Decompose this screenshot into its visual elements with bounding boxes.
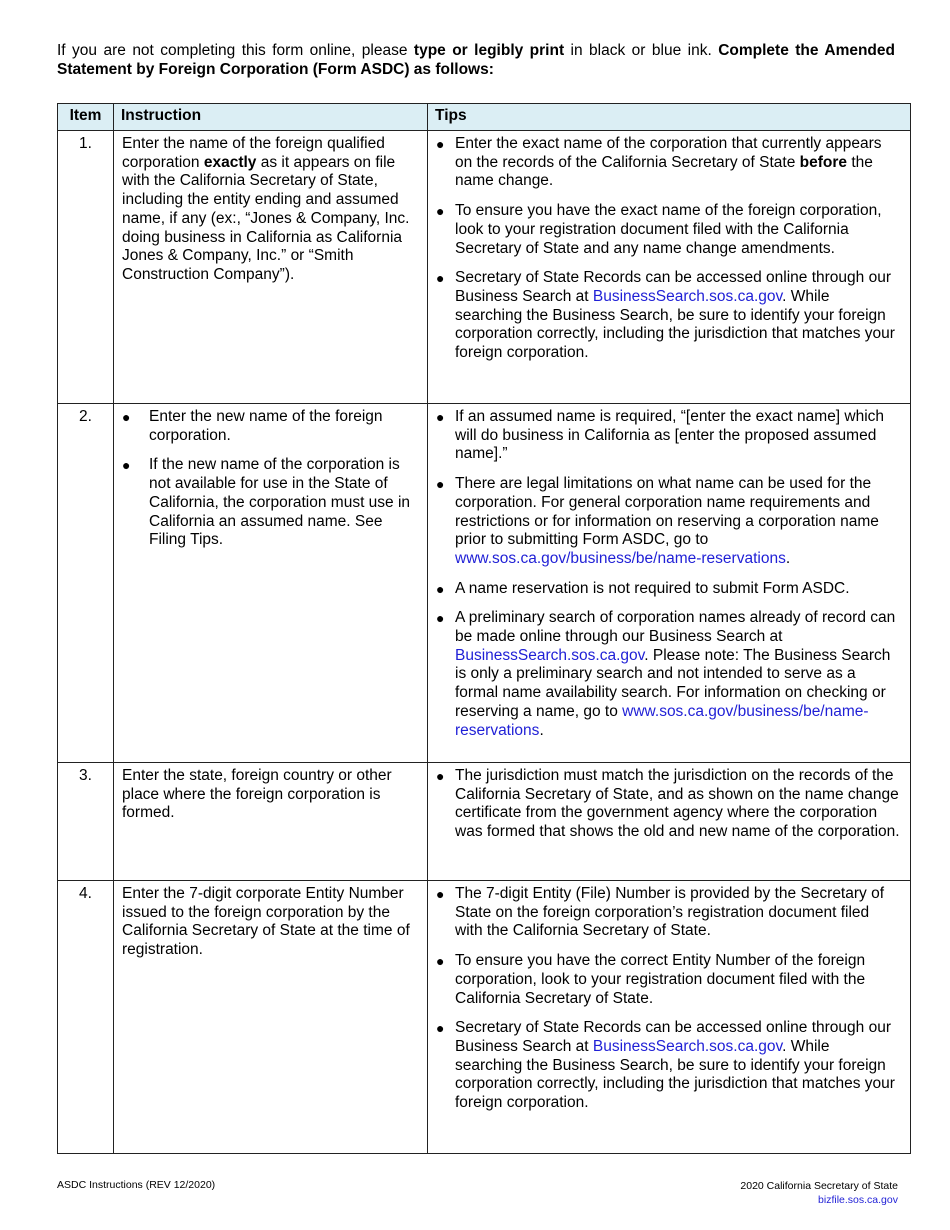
intro-paragraph: [57, 41, 895, 79]
header-item: Item: [58, 104, 114, 131]
tip-text: . While searching the Business Search, be sure to identify your foreign corporation correctly, including the jurisdiction that matches your foreign corporation.: [455, 287, 895, 362]
intro-text-1: If you are not completing this form online, please: [57, 42, 414, 59]
tip-text: . Please note: The Business Search is only a preliminary search and not intended to serve as a formal name availability search. For information on checking or reserving a name, go to: [455, 646, 891, 720]
bullet-icon: ●: [436, 409, 445, 425]
tips-list: [434, 767, 900, 842]
tip-text: . While searching the Business Search, be sure to identify your foreign corporation correctly, including the jurisdiction that matches your foreign corporation.: [455, 1037, 895, 1112]
tip-item: [434, 767, 900, 842]
tip-item: [434, 135, 900, 191]
instruction-bold: exactly: [203, 153, 257, 171]
bullet-icon: ●: [436, 1020, 445, 1037]
tip-item: [434, 408, 900, 464]
item-number: 4.: [58, 881, 114, 1154]
tip-text: The jurisdiction must match the jurisdiction on the records of the California Secretary of State, and as shown on the name change certificate from the government agency where the corporation was formed that shows the old and new name of the corporation.: [455, 767, 900, 841]
instruction-text: as it appears on file with the California Secretary of State, including the entity ending and assumed name, if any (ex:, “Jones & Company, Inc. doing business in California as California Jones & Company, Inc.” or “Smith Construction Company”).: [122, 153, 410, 283]
tip-item: [434, 609, 900, 740]
tip-item: [434, 952, 900, 1008]
business-search-link[interactable]: BusinessSearch.sos.ca.gov: [592, 1037, 783, 1055]
tip-text: .: [785, 549, 791, 567]
tips-list: [434, 885, 900, 1113]
intro-bold-1: type or legibly print: [413, 42, 565, 59]
intro-text-2: in black or blue ink.: [564, 42, 719, 59]
tip-text: A name reservation is not required to submit Form ASDC.: [455, 579, 850, 597]
instruction-cell: [114, 131, 428, 404]
table-header-row: [58, 104, 911, 131]
bullet-icon: ●: [436, 203, 445, 220]
tip-text: .: [539, 721, 544, 739]
intro-bold-2: Complete the Amended Statement by Foreign Corporation (Form ASDC) as follows:: [57, 42, 895, 78]
name-reservations-link[interactable]: www.sos.ca.gov/business/be/name-reservations: [455, 702, 869, 739]
table-row: [58, 763, 911, 881]
bullet-icon: ●: [436, 886, 445, 902]
instruction-text: Enter the new name of the foreign corporation.: [149, 408, 383, 444]
tips-cell: [428, 881, 911, 1154]
instruction-list: [122, 408, 419, 550]
bullet-icon: ●: [436, 580, 445, 597]
bullet-icon: ●: [436, 136, 445, 152]
footer-copyright: 2020 California Secretary of State: [740, 1180, 898, 1192]
bullet-icon: ●: [436, 768, 445, 784]
table-row: [58, 881, 911, 1154]
tip-text: Secretary of State Records can be accessed online through our Business Search at: [455, 1019, 891, 1055]
instruction-item: [122, 408, 419, 445]
name-reservations-link[interactable]: www.sos.ca.gov/business/be/name-reservations: [455, 549, 786, 567]
bullet-icon: ●: [436, 476, 445, 493]
tip-bold: before: [799, 153, 848, 171]
tip-text: The 7-digit Entity (File) Number is provided by the Secretary of State on the foreign corporation’s registration document filed with the California Secretary of State.: [455, 885, 885, 940]
item-number: 2.: [58, 404, 114, 763]
header-tips: Tips: [428, 104, 911, 131]
instructions-table: [57, 103, 911, 1154]
table-row: [58, 131, 911, 404]
tip-item: [434, 580, 900, 599]
tip-text: To ensure you have the exact name of the foreign corporation, look to your registration document filed with the California Secretary of State and any name change amendments.: [455, 202, 882, 257]
bullet-icon: ●: [436, 953, 445, 970]
tips-list: [434, 135, 900, 363]
footer-revision: ASDC Instructions (REV 12/2020): [57, 1179, 216, 1191]
bullet-icon: ●: [436, 270, 445, 287]
bullet-icon: ●: [436, 610, 445, 627]
tip-text: There are legal limitations on what name can be used for the corporation. For general corporation name requirements and restrictions or for information on reserving a corporation name prior to submitting Form ASDC, go to: [455, 475, 879, 549]
instruction-cell: [114, 404, 428, 763]
bullet-icon: ●: [122, 409, 131, 425]
instruction-cell: Enter the 7-digit corporate Entity Number issued to the foreign corporation by the California Secretary of State at the time of registration.: [114, 881, 428, 1154]
instruction-text: If the new name of the corporation is not available for use in the State of California, the corporation must use in California an assumed name. See Filing Tips.: [149, 456, 411, 549]
tip-item: [434, 1019, 900, 1113]
table-row: [58, 404, 911, 763]
tip-item: [434, 269, 900, 363]
tip-item: [434, 885, 900, 941]
tip-text: the name change.: [455, 153, 873, 190]
bullet-icon: ●: [122, 457, 131, 474]
tips-cell: [428, 404, 911, 763]
item-number: 1.: [58, 131, 114, 404]
tips-cell: [428, 763, 911, 881]
bizfile-link[interactable]: bizfile.sos.ca.gov: [818, 1194, 898, 1206]
instruction-item: [122, 456, 419, 550]
footer-right: [740, 1179, 898, 1207]
instruction-text: Enter the name of the foreign qualified corporation: [122, 135, 385, 171]
header-instruction: Instruction: [114, 104, 428, 131]
tip-item: [434, 202, 900, 258]
tip-text: To ensure you have the correct Entity Number of the foreign corporation, look to your registration document filed with the California Secretary of State.: [455, 952, 866, 1007]
tips-list: [434, 408, 900, 740]
business-search-link[interactable]: BusinessSearch.sos.ca.gov: [592, 287, 783, 305]
tip-text: If an assumed name is required, “[enter the exact name] which will do business in California as [enter the proposed assumed name].”: [455, 408, 885, 463]
tip-text: A preliminary search of corporation names already of record can be made online through our Business Search at: [455, 609, 896, 646]
tips-cell: [428, 131, 911, 404]
item-number: 3.: [58, 763, 114, 881]
instruction-cell: Enter the state, foreign country or other place where the foreign corporation is formed.: [114, 763, 428, 881]
tip-item: [434, 475, 900, 569]
tip-text: Enter the exact name of the corporation that currently appears on the records of the California Secretary of State: [455, 135, 882, 171]
business-search-link[interactable]: BusinessSearch.sos.ca.gov: [455, 646, 645, 664]
tip-text: Secretary of State Records can be accessed online through our Business Search at: [455, 269, 891, 305]
